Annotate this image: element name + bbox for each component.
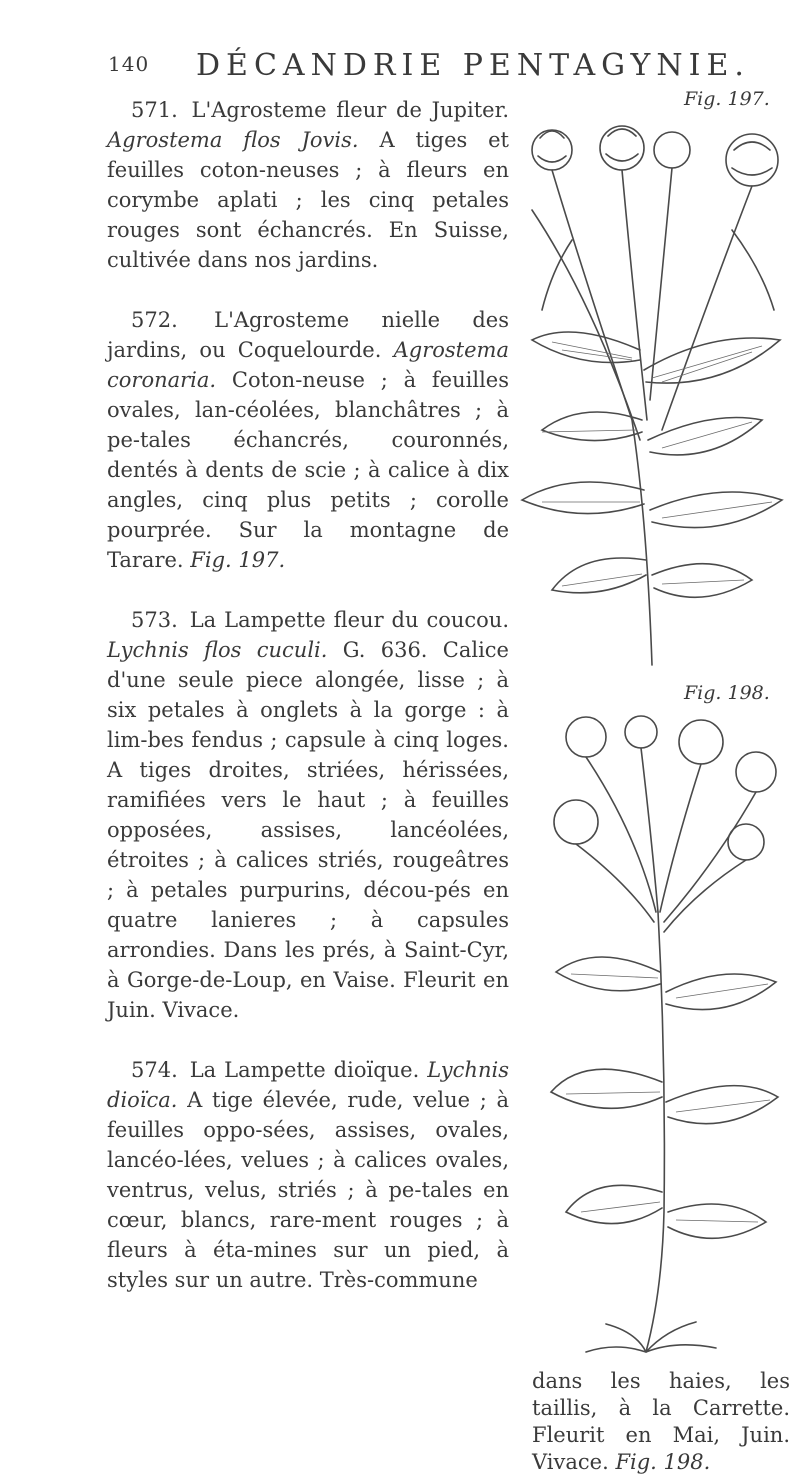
- entry-number: 574.: [131, 1058, 178, 1082]
- page-number: 140: [108, 52, 150, 76]
- running-title: DÉCANDRIE PENTAGYNIE.: [196, 48, 750, 83]
- entry-572: [107, 305, 509, 575]
- leaf: [566, 1185, 662, 1223]
- figure-197-agrostema-illustration: [512, 120, 788, 670]
- leaf: [532, 332, 640, 363]
- figure-reference: Fig. 197.: [190, 548, 286, 572]
- entry-description: Coton-neuse ; à feuilles ovales, lan-céolées, blanchâtres ; à pe-tales échancrés, couronnés, dentés à dents de scie ; à calice à dix angles, cinq plus petits ; corolle pourprée. Sur la montagne de Tarare.: [107, 368, 509, 572]
- figure-reference: Fig. 198.: [615, 1450, 711, 1474]
- page-header: [108, 48, 788, 92]
- entry-571: [107, 95, 509, 275]
- entry-description: A tige élevée, rude, velue ; à feuilles oppo-sées, assises, ovales, lancéo-lées, velues ; à calices ovales, ventrus, velus, striés ; à pe-tales en cœur, blancs, rare-ment rouges ; à fleurs à éta-mines sur un pied, à styles sur un autre. Très-commune: [107, 1088, 509, 1292]
- flower-head: [532, 130, 572, 170]
- entry-title: L'Agrosteme nielle des jardins, ou Coquelourde.: [107, 308, 509, 362]
- figure-198-label: Fig. 198.: [684, 682, 770, 704]
- entry-latin-name: Lychnis dioïca.: [107, 1058, 509, 1112]
- leaf: [666, 974, 776, 1010]
- figure-197-label: Fig. 197.: [684, 88, 770, 110]
- entry-description: G. 636. Calice d'une seule piece alongée, lisse ; à six petales à onglets à la gorge : à lim-bes fendus ; capsule à cinq loges. A tiges droites, striées, hérissées, ramifiées vers le haut ; à feuilles opposées, assises, lancéolées, étroites ; à calices striés, rougeâtres ; à petales purpurins, décou-pés en quatre lanieres ; à capsules arrondies. Dans les prés, à Saint-Cyr, à Gorge-de-Loup, en Vaise. Fleurit en Juin. Vivace.: [107, 638, 509, 1022]
- flower-head: [679, 720, 723, 764]
- entry-number: 572.: [131, 308, 178, 332]
- entry-574: [107, 1055, 509, 1295]
- figure-198-lychnis-illustration: [546, 712, 782, 1362]
- entry-description: A tiges et feuilles coton-neuses ; à fleurs en corymbe aplati ; les cinq petales rouges sont échancrés. En Suisse, cultivée dans nos jardins.: [107, 128, 509, 272]
- entry-title: La Lampette dioïque.: [189, 1058, 420, 1082]
- leaf: [551, 1069, 662, 1108]
- flower-head: [600, 126, 644, 170]
- flower-head: [625, 716, 657, 748]
- flower-head: [654, 132, 690, 168]
- entry-title: L'Agrosteme fleur de Jupiter.: [191, 98, 509, 122]
- entry-title: La Lampette fleur du coucou.: [189, 608, 509, 632]
- left-text-column: [107, 95, 509, 1325]
- leaf: [542, 412, 642, 441]
- flower-head: [554, 800, 598, 844]
- leaf: [666, 1086, 778, 1124]
- entry-latin-name: Lychnis flos cuculi.: [107, 638, 328, 662]
- leaf: [522, 482, 644, 514]
- entry-573: [107, 605, 509, 1025]
- right-text-column: [532, 1368, 790, 1476]
- flower-head: [736, 752, 776, 792]
- entry-number: 573.: [131, 608, 178, 632]
- entry-latin-name: Agrostema coronaria.: [107, 338, 509, 392]
- flower-head: [566, 717, 606, 757]
- continuation-text: dans les haies, les taillis, à la Carrette. Fleurit en Mai, Juin. Vivace.: [532, 1369, 790, 1474]
- entry-latin-name: Agrostema flos Jovis.: [107, 128, 359, 152]
- entry-number: 571.: [131, 98, 178, 122]
